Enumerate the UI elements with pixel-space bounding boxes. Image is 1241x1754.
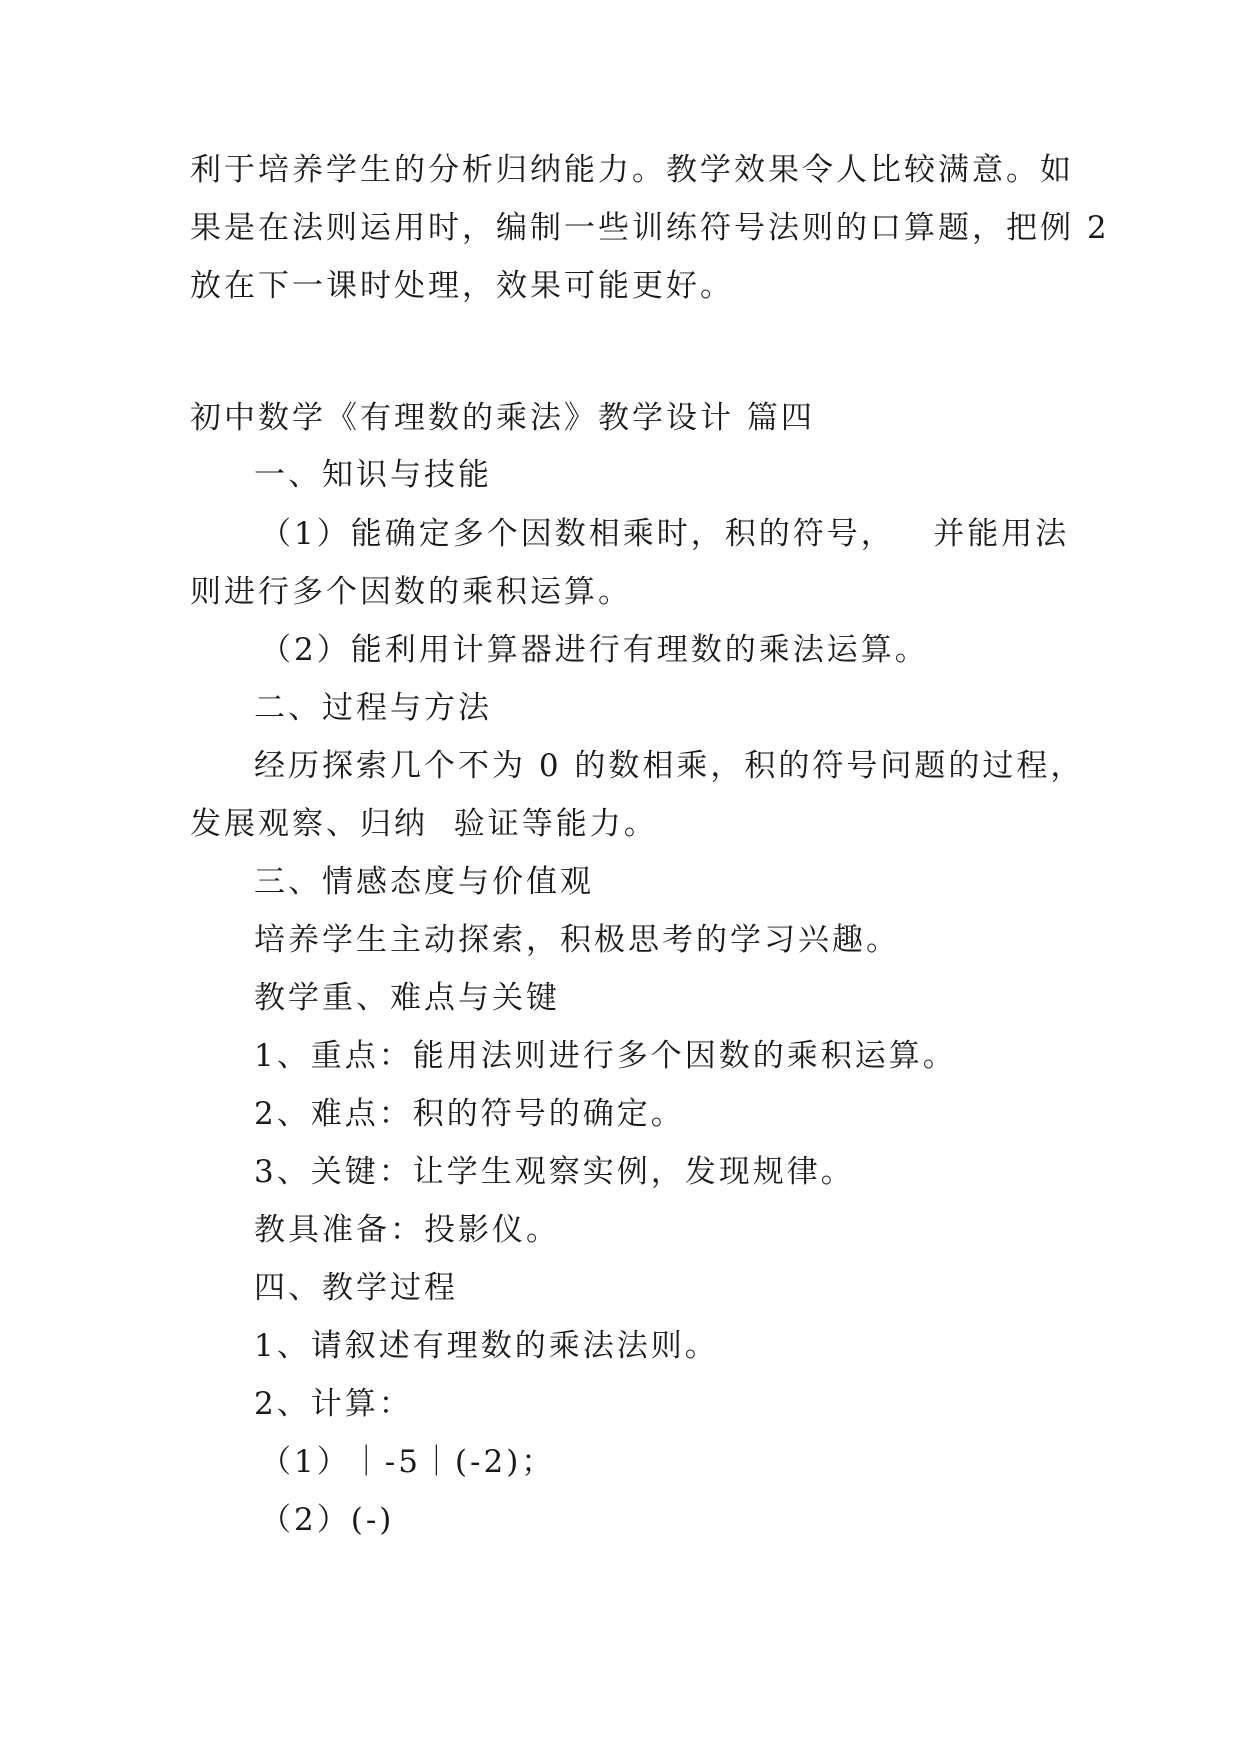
heading-attitude-values: 三、情感态度与价值观	[254, 864, 594, 900]
calc-item-1: （1）｜-5｜(-2)；	[260, 1444, 556, 1480]
heading-teaching-process: 四、教学过程	[254, 1270, 458, 1306]
key-point-1: 1、重点：能用法则进行多个因数的乘积运算。	[254, 1038, 957, 1074]
section-title: 初中数学《有理数的乘法》教学设计 篇四	[190, 400, 815, 436]
heading-knowledge-skills: 一、知识与技能	[254, 457, 492, 493]
objective-1-line-2: 则进行多个因数的乘积运算。	[190, 574, 632, 610]
heading-process-method: 二、过程与方法	[254, 690, 492, 726]
key-point-3: 3、关键：让学生观察实例，发现规律。	[254, 1154, 855, 1190]
calc-item-2: （2）(-)	[260, 1502, 395, 1538]
process-step-2: 2、计算：	[254, 1386, 413, 1422]
process-line-1: 经历探索几个不为 0 的数相乘，积的符号问题的过程，	[254, 748, 1085, 784]
objective-2: （2）能利用计算器进行有理数的乘法运算。	[260, 632, 929, 668]
process-line-2: 发展观察、归纳 验证等能力。	[190, 806, 658, 842]
intro-line-3: 放在下一课时处理，效果可能更好。	[190, 268, 734, 304]
teaching-aids: 教具准备：投影仪。	[254, 1212, 560, 1248]
objective-1-line-1: （1）能确定多个因数相乘时，积的符号， 并能用法	[260, 516, 1070, 552]
process-step-1: 1、请叙述有理数的乘法法则。	[254, 1328, 719, 1364]
intro-line-2: 果是在法则运用时，编制一些训练符号法则的口算题，把例 2	[190, 210, 1110, 246]
intro-line-1: 利于培养学生的分析归纳能力。教学效果令人比较满意。如	[190, 152, 1074, 188]
attitude-text: 培养学生主动探索，积极思考的学习兴趣。	[254, 922, 900, 958]
heading-key-points: 教学重、难点与关键	[254, 980, 560, 1016]
key-point-2: 2、难点：积的符号的确定。	[254, 1096, 685, 1132]
